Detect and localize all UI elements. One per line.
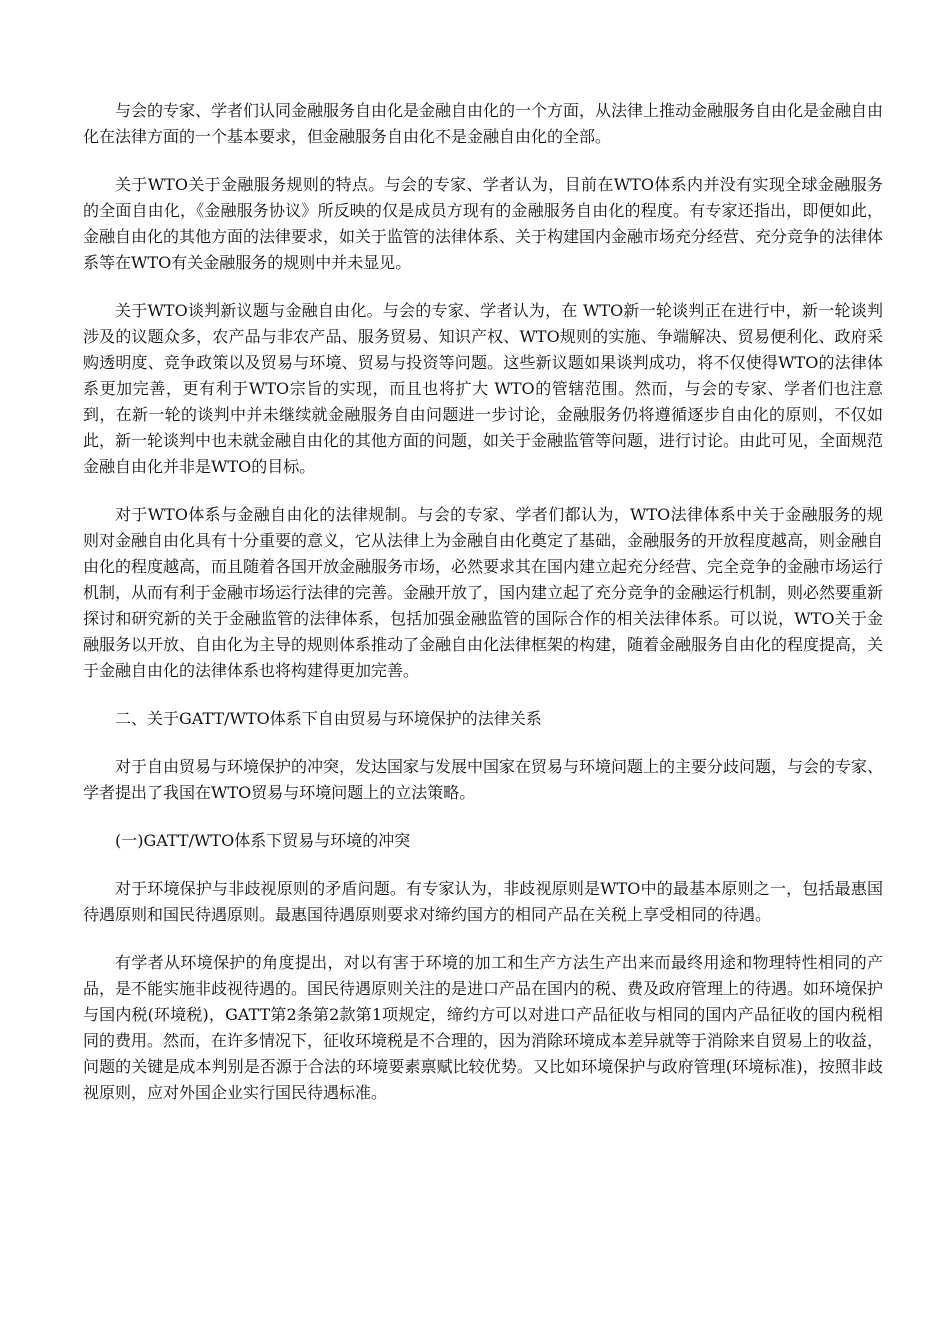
- paragraph-financial-services-liberalization: 与会的专家、学者们认同金融服务自由化是金融自由化的一个方面，从法律上推动金融服务自由化是金融自由化在法律方面的一个基本要求，但金融服务自由化不是金融自由化的全部。: [83, 101, 884, 146]
- section-heading-trade-environment: 二、关于GATT/WTO体系下自由贸易与环境保护的法律关系: [115, 709, 542, 728]
- paragraph-environmental-tax: 有学者从环境保护的角度提出，对以有害于环境的加工和生产方法生产出来而最终用途和物理特性相同的产品，是不能实施非歧视待遇的。国民待遇原则关注的是进口产品在国内的税、费及政府管理上的待遇。如环境保护与国内税(环境税)，GATT第2条第2款第1项规定，缔约方可以对进口产品征收与相同的国内产品征收的国内税相同的费用。然而，在许多情况下，征收环境税是不合理的，因为消除环境成本差异就等于消除来自贸易上的收益，问题的关键是成本判别是否源于合法的环境要素禀赋比较优势。又比如环境保护与政府管理(环境标准)，按照非歧视原则，应对外国企业实行国民待遇标准。: [83, 953, 884, 1102]
- paragraph-non-discrimination: 对于环境保护与非歧视原则的矛盾问题。有专家认为，非歧视原则是WTO中的最基本原则之一，包括最惠国待遇原则和国民待遇原则。最惠国待遇原则要求对缔约国方的相同产品在关税上享受相同的待遇。: [83, 879, 883, 924]
- paragraph-wto-legal-regulation: 对于WTO体系与金融自由化的法律规制。与会的专家、学者们都认为，WTO法律体系中关于金融服务的规则对金融自由化具有十分重要的意义，它从法律上为金融自由化奠定了基础，金融服务的开放程度越高，则金融自由化的程度越高，而且随着各国开放金融服务市场，必然要求其在国内建立起充分经营、完全竞争的金融市场运行机制，从而有利于金融市场运行法律的完善。金融开放了，国内建立起了充分竞争的金融运行机制，则必然要重新探讨和研究新的关于金融监管的法律体系，包括加强金融监管的国际合作的相关法律体系。可以说，WTO关于金融服务以开放、自由化为主导的规则体系推动了金融自由化法律框架的构建，随着金融服务自由化的程度提高，关于金融自由化的法律体系也将构建得更加完善。: [83, 505, 884, 680]
- subsection-heading-gatt-wto-conflict: (一)GATT/WTO体系下贸易与环境的冲突: [115, 831, 411, 850]
- paragraph-wto-new-issues: 关于WTO谈判新议题与金融自由化。与会的专家、学者认为，在 WTO新一轮谈判正在进行中，新一轮谈判涉及的议题众多，农产品与非农产品、服务贸易、知识产权、WTO规则的实施、争端解决、贸易便利化、政府采购透明度、竞争政策以及贸易与环境、贸易与投资等问题。这些新议题如果谈判成功，将不仅使得WTO的法律体系更加完善，更有利于WTO宗旨的实现，而且也将扩大 WTO的管辖范围。然而，与会的专家、学者们也注意到，在新一轮的谈判中并未继续就金融服务自由问题进一步讨论，金融服务仍将遵循逐步自由化的原则，不仅如此，新一轮谈判中也未就金融自由化的其他方面的问题，如关于金融监管等问题，进行讨论。由此可见，全面规范金融自由化并非是WTO的目标。: [83, 301, 884, 476]
- paragraph-trade-environment-conflict: 对于自由贸易与环境保护的冲突，发达国家与发展中国家在贸易与环境问题上的主要分歧问题，与会的专家、学者提出了我国在WTO贸易与环境问题上的立法策略。: [83, 757, 884, 802]
- document-body: [83, 98, 883, 1128]
- paragraph-wto-financial-rules: 关于WTO关于金融服务规则的特点。与会的专家、学者认为，目前在WTO体系内并没有实现全球金融服务的全面自由化，《金融服务协议》所反映的仅是成员方现有的金融服务自由化的程度。有专家还指出，即便如此，金融自由化的其他方面的法律要求，如关于监管的法律体系、关于构建国内金融市场充分经营、充分竞争的法律体系等在WTO有关金融服务的规则中并未显见。: [83, 175, 884, 272]
